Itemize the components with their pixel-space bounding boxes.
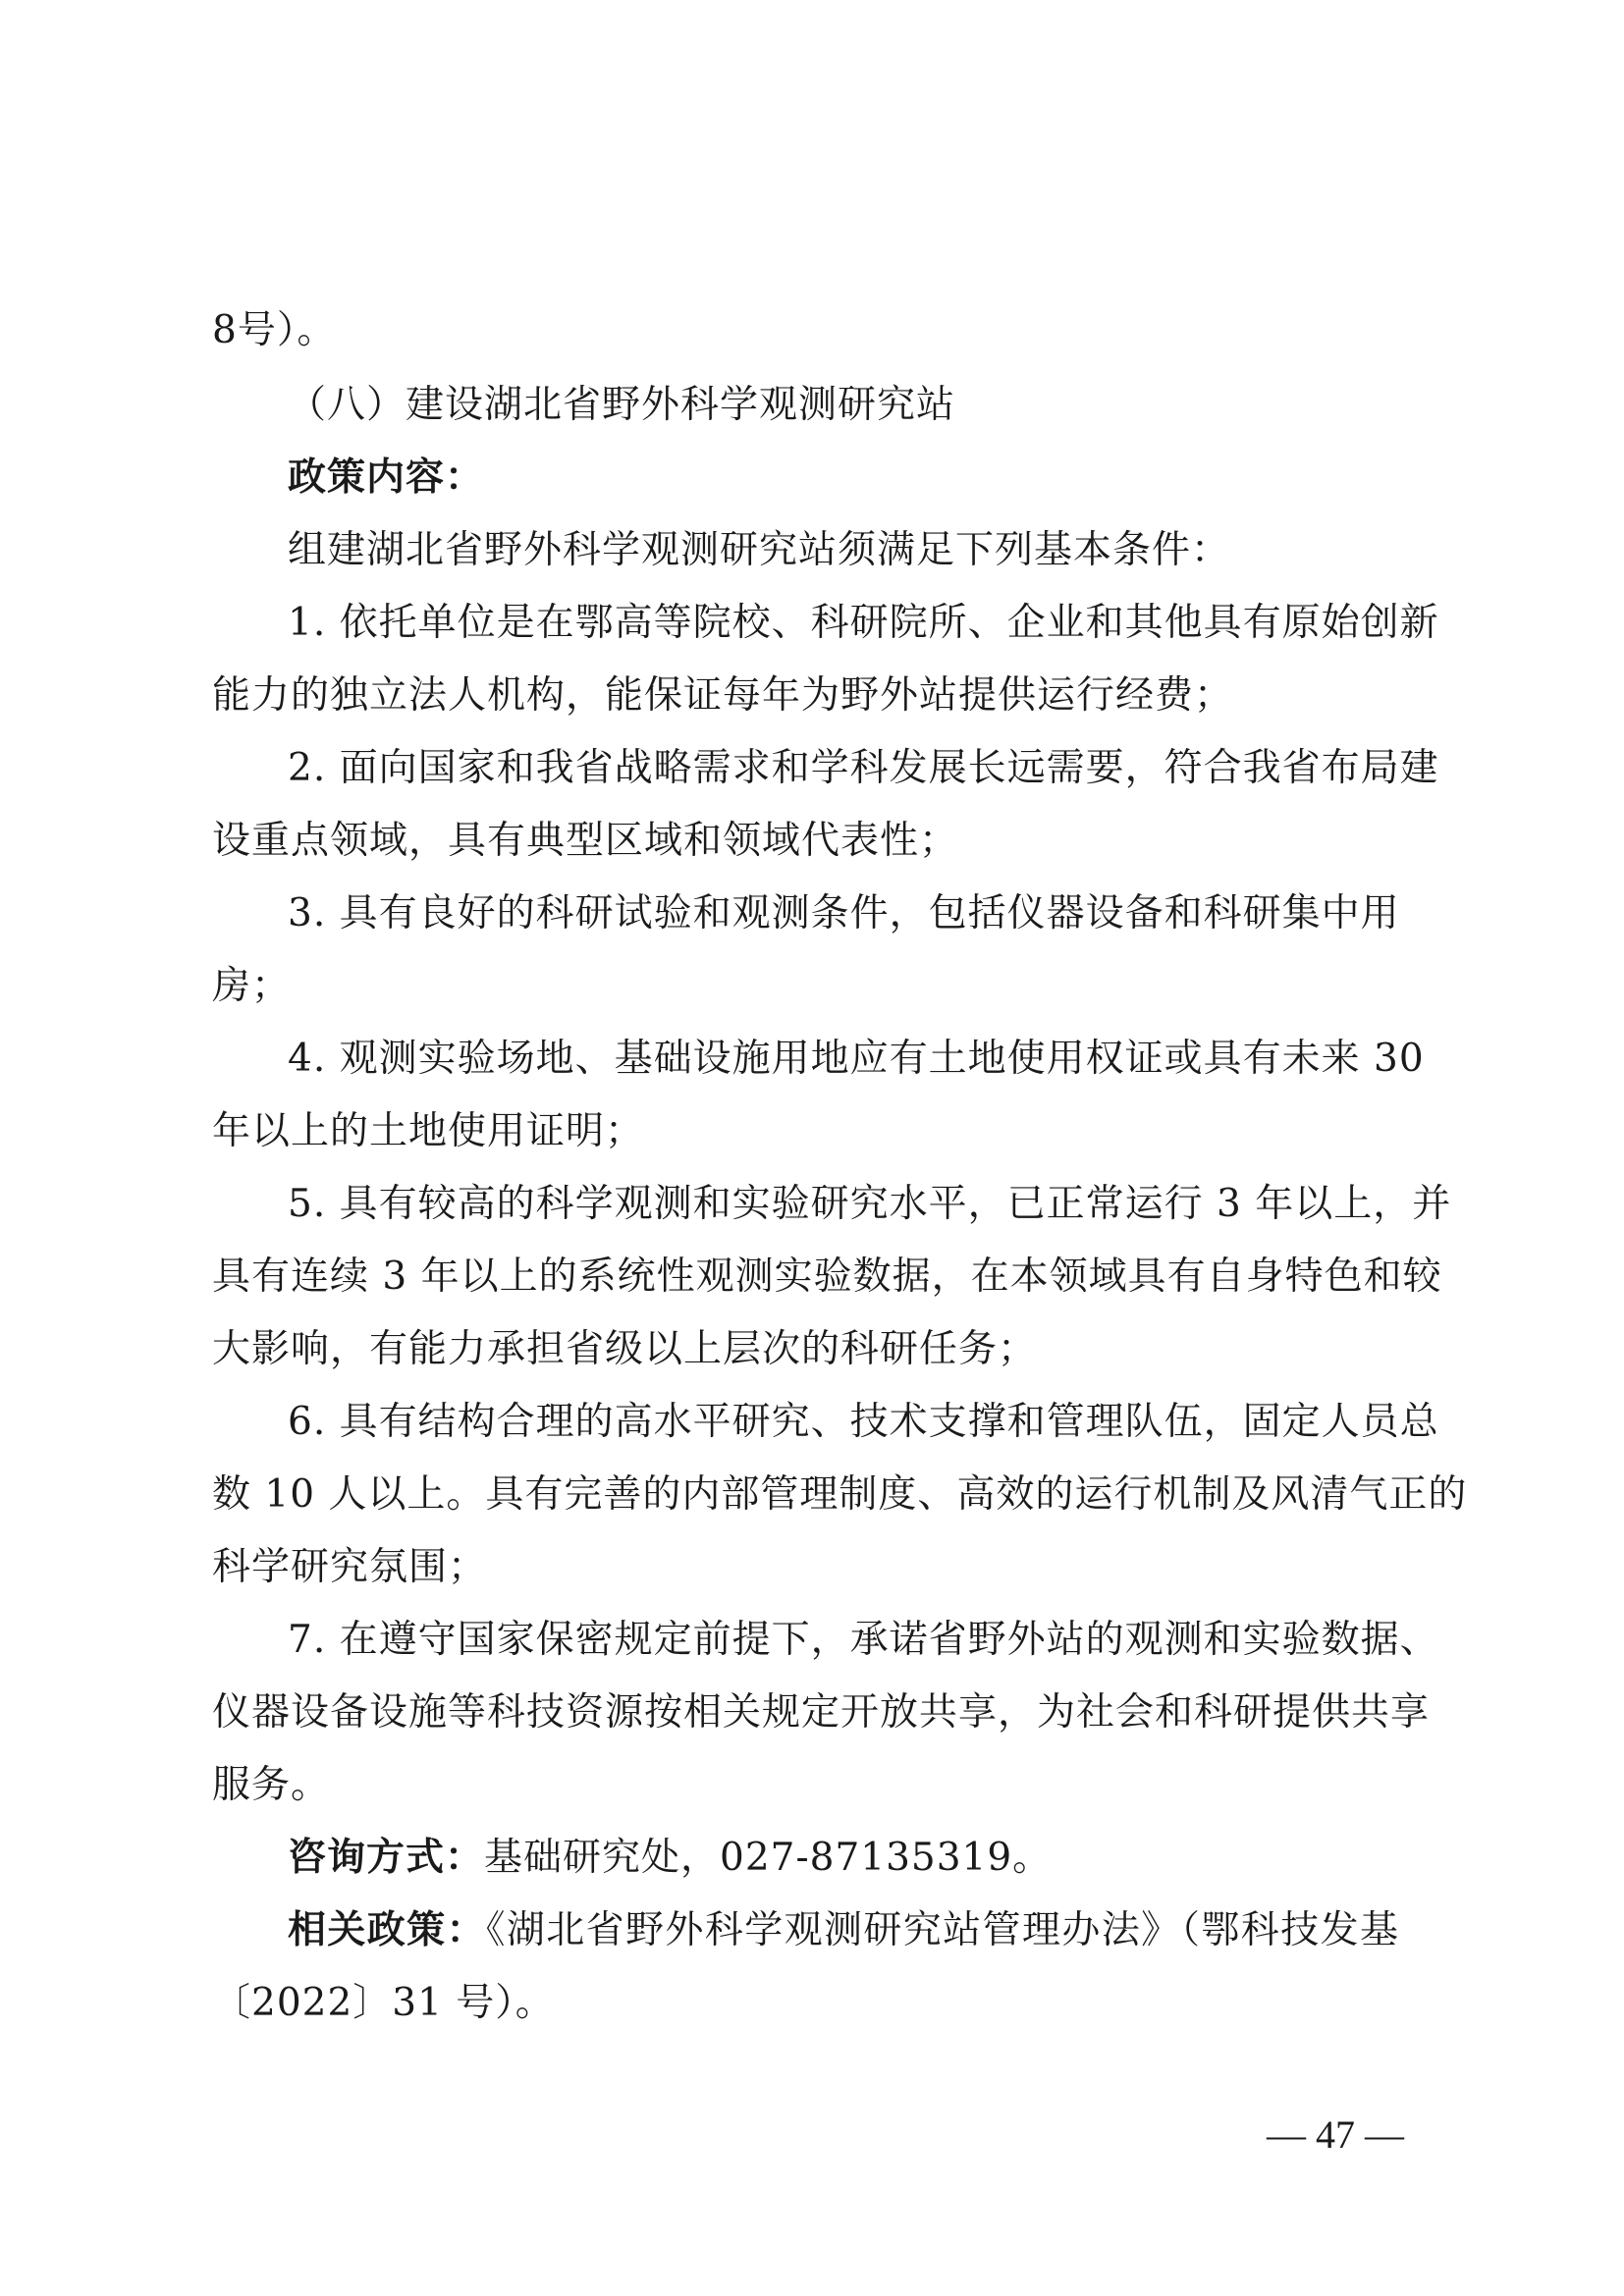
condition-6-line-1: 6. 具有结构合理的高水平研究、技术支撑和管理队伍，固定人员总 (288, 1400, 1439, 1444)
consultation-text: 基础研究处，027-87135319。 (484, 1836, 1053, 1880)
condition-5-line-2: 具有连续 3 年以上的系统性观测实验数据，在本领域具有自身特色和较 (212, 1255, 1442, 1299)
related-policy-line (288, 1906, 1399, 1955)
condition-7-line-2: 仪器设备设施等科技资源按相关规定开放共享，为社会和科研提供共享 (212, 1690, 1431, 1735)
condition-3-line-1: 3. 具有良好的科研试验和观测条件，包括仪器设备和科研集中用 (288, 891, 1400, 935)
condition-2-line-2: 设重点领域，具有典型区域和领域代表性； (212, 819, 959, 863)
text-line-continuation: 8号）。 (212, 308, 337, 352)
condition-5-line-1: 5. 具有较高的科学观测和实验研究水平，已正常运行 3 年以上，并 (288, 1182, 1452, 1226)
policy-content-label: 政策内容： (288, 455, 485, 500)
condition-4-line-2: 年以上的土地使用证明； (212, 1109, 645, 1153)
condition-6-line-3: 科学研究氛围； (212, 1545, 488, 1589)
page-number: — 47 — (1267, 2112, 1404, 2157)
condition-3-line-2: 房； (212, 964, 292, 1008)
related-policy-label: 相关政策： (288, 1908, 486, 1952)
related-policy-doc-number: 〔2022〕31 号）。 (212, 1981, 555, 2025)
condition-7-line-3: 服务。 (212, 1763, 331, 1807)
condition-1-line-2: 能力的独立法人机构，能保证每年为野外站提供运行经费； (212, 673, 1234, 718)
consultation-label: 咨询方式： (288, 1836, 485, 1880)
related-policy-text: 《湖北省野外科学观测研究站管理办法》（鄂科技发基 (485, 1908, 1399, 1952)
condition-7-line-1: 7. 在遵守国家保密规定前提下，承诺省野外站的观测和实验数据、 (288, 1618, 1439, 1662)
condition-2-line-1: 2. 面向国家和我省战略需求和学科发展长远需要，符合我省布局建 (288, 746, 1439, 790)
condition-1-line-1: 1. 依托单位是在鄂高等院校、科研院所、企业和其他具有原始创新 (288, 601, 1439, 645)
conditions-intro: 组建湖北省野外科学观测研究站须满足下列基本条件： (288, 528, 1231, 572)
consultation-line (288, 1834, 1052, 1883)
condition-4-line-1: 4. 观测实验场地、基础设施用地应有土地使用权证或具有未来 30 (288, 1037, 1425, 1081)
section-heading: （八）建设湖北省野外科学观测研究站 (288, 383, 956, 427)
condition-6-line-2: 数 10 人以上。具有完善的内部管理制度、高效的运行机制及风清气正的 (212, 1472, 1468, 1517)
condition-5-line-3: 大影响，有能力承担省级以上层次的科研任务； (212, 1327, 1038, 1371)
